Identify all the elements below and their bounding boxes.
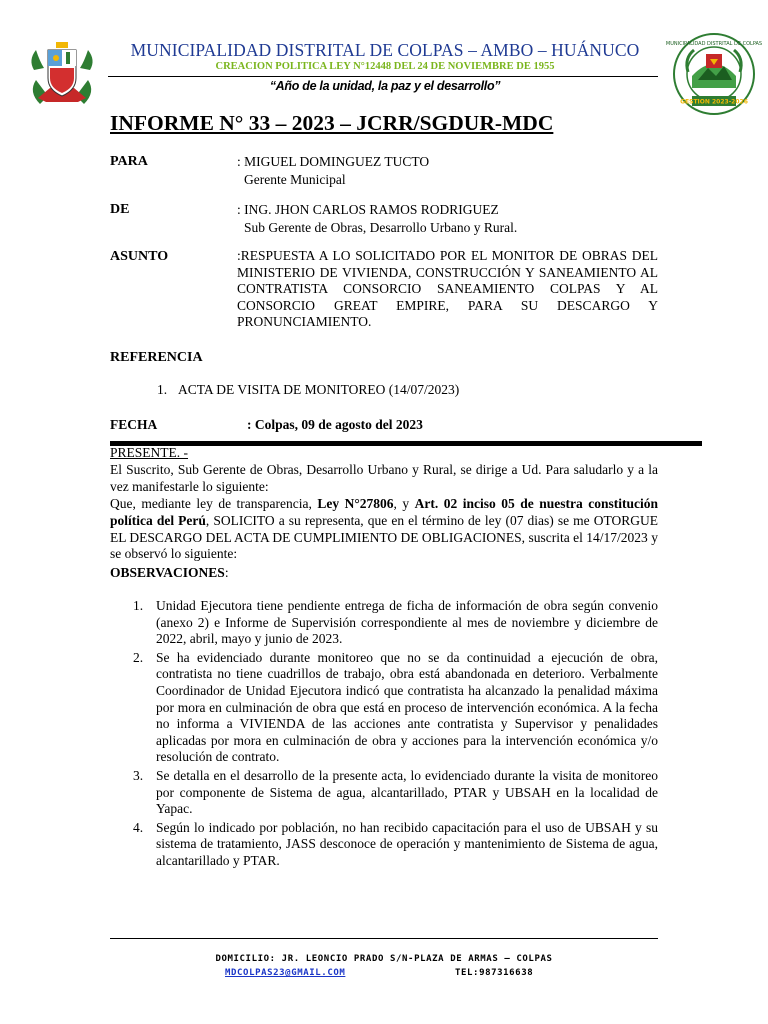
header-divider [108, 76, 658, 77]
list-item [110, 820, 658, 870]
constitution-reference: Art. 02 inciso 05 de nuestra constitución política del Perú [110, 496, 658, 528]
intro-paragraph: El Suscrito, Sub Gerente de Obras, Desarrollo Urbano y Rural, se dirige a Ud. Para saludarlo y a la vez manifestarle lo siguiente: [110, 462, 658, 494]
list-item-text: Se detalla en el desarrollo de la presente acta, lo evidenciado durante la visita de monitoreo por componente de Sistema de agua, alcantarillado, PTAR y UBSAH en la localidad de Yapac. [156, 767, 658, 817]
list-item-number: 2. [133, 649, 144, 665]
list-item-number: 3. [133, 767, 144, 783]
creation-law: CREACION POLITICA LEY N°12448 DEL 24 DE NOVIEMBRE DE 1955 [215, 61, 555, 72]
list-item-text: Según lo indicado por población, no han recibido capacitación para el uso de UBSAH y su sistema de tratamiento, JASS desconoce de operación y mantenimiento de Sistema de agua, alcantarillado y PTAR. [156, 819, 658, 868]
asunto-text: :RESPUESTA A LO SOLICITADO POR EL MONITOR DE OBRAS DEL MINISTERIO DE VIVIENDA, CONSTRUCCIÓN Y SANEAMIENTO AL CONTRATISTA CONSORCIO SANEAMIENTO COLPAS Y AL CONSORCIO GREAT EMPIRE, PARA SU DESCARGO Y PRONUNCIAMIENTO. [237, 248, 658, 330]
year-motto: “Año de la unidad, la paz y el desarrollo” [269, 79, 501, 93]
referencia-label: REFERENCIA [110, 350, 203, 365]
greeting: PRESENTE. - [110, 445, 189, 460]
fecha-value: : Colpas, 09 de agosto del 2023 [247, 417, 423, 432]
footer-address: DOMICILIO: JR. LEONCIO PRADO S/N-PLAZA DE ARMAS – COLPAS [215, 954, 553, 964]
peru-coat-of-arms-icon [26, 40, 98, 110]
municipality-name: MUNICIPALIDAD DISTRITAL DE COLPAS – AMBO – HUÁNUCO [130, 40, 640, 60]
referencia-text: ACTA DE VISITA DE MONITOREO (14/07/2023) [178, 382, 460, 397]
observations-heading [110, 565, 658, 582]
svg-text:MUNICIPALIDAD DISTRITAL DE COL: MUNICIPALIDAD DISTRITAL DE COLPAS [665, 41, 763, 47]
list-item-number: 4. [133, 819, 144, 835]
list-item-text: Se ha evidenciado durante monitoreo que no se da continuidad a ejecución de obra, contratista no tiene cuadrillos de trabajo, obra está abandonada en deterioro. Verbalmente Coordinador de Unidad Ejecutora indicó que contratista ha alcanzado la penalidad máxima por mora en culminación de obra que está en proceso de intervención económica. A la fecha no informa a VIVIENDA de las acciones ante contratista y Supervisor y penalidades aplicadas por mora en culminación de obra y acciones para la intervención económica y/o resolución de contrato. [156, 649, 658, 765]
para-label: PARA [110, 154, 148, 169]
de-name: : ING. JHON CARLOS RAMOS RODRIGUEZ [237, 202, 499, 217]
request-text-b: , y [393, 496, 415, 511]
observations-label: OBSERVACIONES [110, 565, 225, 580]
para-name: : MIGUEL DOMINGUEZ TUCTO [237, 154, 430, 169]
list-item-number: 1. [133, 598, 144, 613]
list-item [110, 598, 658, 648]
referencia-number: 1. [157, 382, 168, 397]
observations-list [110, 598, 658, 872]
asunto-label: ASUNTO [110, 249, 169, 264]
de-role: Sub Gerente de Obras, Desarrollo Urbano y Rural. [244, 220, 518, 235]
list-item [110, 650, 658, 766]
request-paragraph [110, 496, 658, 563]
colpas-seal-icon [665, 32, 763, 116]
list-item-text: Unidad Ejecutora tiene pendiente entrega de ficha de información de obra según convenio (anexo 2) e Informe de Supervisión correspondiente al mes de noviembre y diciembre de 2022, abril, mayo y junio de 2023. [156, 598, 658, 647]
fecha-label: FECHA [110, 417, 158, 432]
footer-phone: TEL:987316638 [455, 968, 534, 978]
footer-email-link[interactable]: MDCOLPAS23@GMAIL.COM [225, 968, 346, 978]
para-role: Gerente Municipal [244, 172, 346, 187]
de-label: DE [110, 202, 130, 217]
report-title: INFORME N° 33 – 2023 – JCRR/SGDUR-MDC [110, 111, 554, 135]
footer-divider [110, 938, 658, 939]
request-text-c: , SOLICITO a su representa, que en el término de ley (07 dias) se me OTORGUE EL DESCARGO DEL ACTA DE CUMPLIMIENTO DE OBLIGACIONES, suscrita el 14/17/2023 y se observó lo siguiente: [110, 512, 658, 562]
law-reference: Ley N°27806 [317, 496, 394, 511]
svg-text:GESTION 2023-2026: GESTION 2023-2026 [680, 98, 748, 106]
list-item [110, 768, 658, 818]
observations-colon: : [224, 565, 229, 580]
request-text-a: Que, mediante ley de transparencia, [110, 496, 318, 511]
